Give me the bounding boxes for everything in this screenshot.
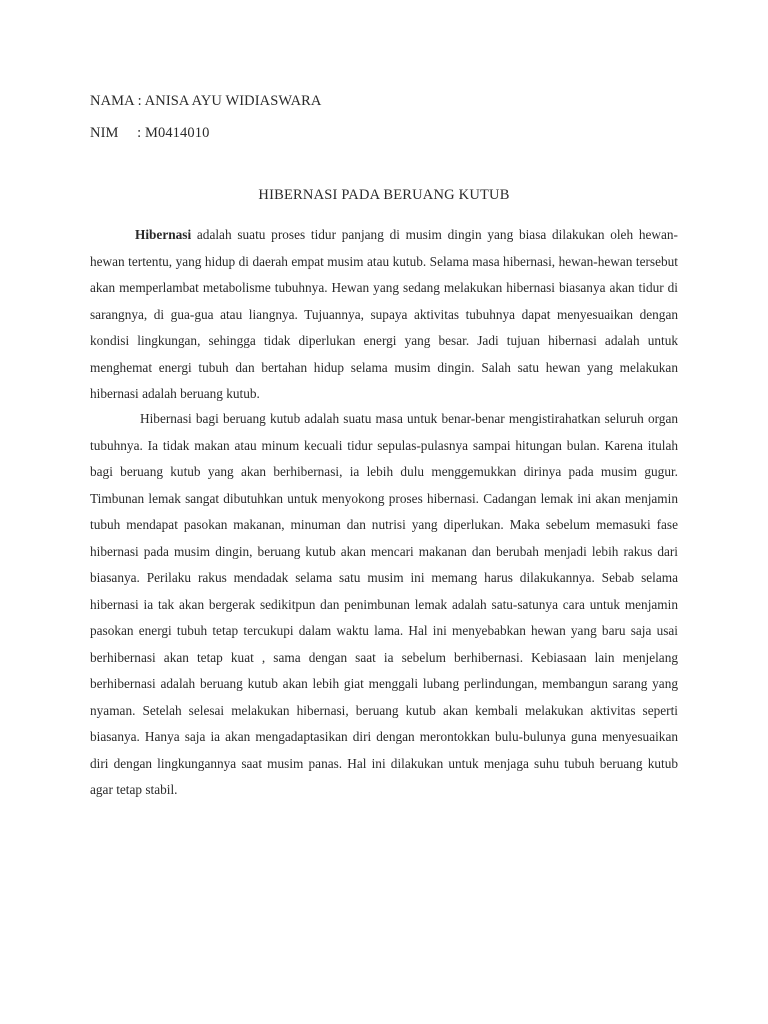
student-nim-line: NIM : M0414010 (90, 125, 210, 141)
paragraph-intro-text: adalah suatu proses tidur panjang di musim dingin yang biasa dilakukan oleh hewan-hewan tertentu, yang hidup di daerah empat musim atau kutub. Selama masa hibernasi, hewan-hewan tersebut akan memperlambat metabolisme tubuhnya. Hewan yang sedang melakukan hibernasi biasanya akan tidur di sarangnya, di gua-gua atau liangnya. Tujuannya, supaya aktivitas tubuhnya dapat menyesuaikan dengan kondisi lingkungan, sehingga tidak diperlukan energi yang besar. Jadi tujuan hibernasi adalah untuk menghemat energi tubuh dan bertahan hidup selama musim dingin. Salah satu hewan yang melakukan hibernasi adalah beruang kutub. (90, 227, 678, 401)
paragraph-body: Hibernasi bagi beruang kutub adalah suatu masa untuk benar-benar mengistirahatkan seluruh organ tubuhnya. Ia tidak makan atau minum kecuali tidur sepulas-pulasnya sampai hitungan bulan. Karena itulah bagi beruang kutub yang akan berhibernasi, ia lebih dulu menggemukkan dirinya pada musim gugur. Timbunan lemak sangat dibutuhkan untuk menyokong proses hibernasi. Cadangan lemak ini akan menjamin tubuh mendapat pasokan makanan, minuman dan nutrisi yang diperlukan. Maka sebelum memasuki fase hibernasi pada musim dingin, beruang kutub akan mencari makanan dan berubah menjadi lebih rakus dari biasanya. Perilaku rakus mendadak selama satu musim ini memang harus dilakukannya. Sebab selama hibernasi ia tak akan bergerak sedikitpun dan penimbunan lemak adalah satu-satunya cara untuk menjamin pasokan energi tubuh tetap tercukupi dalam waktu lama. Hal ini menyebabkan hewan yang baru saja usai berhibernasi akan tetap kuat , sama dengan saat ia sebelum berhibernasi. Kebiasaan lain menjelang berhibernasi adalah beruang kutub akan lebih giat menggali lubang perlindungan, membangun sarang yang nyaman. Setelah selesai melakukan hibernasi, beruang kutub akan kembali melakukan aktivitas seperti biasanya. Hanya saja ia akan mengadaptasikan diri dengan merontokkan bulu-bulunya guna menyesuaikan diri dengan lingkungannya saat musim panas. Hal ini dilakukan untuk menjaga suhu tubuh beruang kutub agar tetap stabil. (90, 411, 678, 797)
document-title: HIBERNASI PADA BERUANG KUTUB (258, 187, 510, 203)
student-name-line: NAMA : ANISA AYU WIDIASWARA (90, 93, 322, 109)
paragraph-intro (90, 222, 678, 408)
paragraph-intro-bold-lead: Hibernasi (135, 227, 192, 242)
